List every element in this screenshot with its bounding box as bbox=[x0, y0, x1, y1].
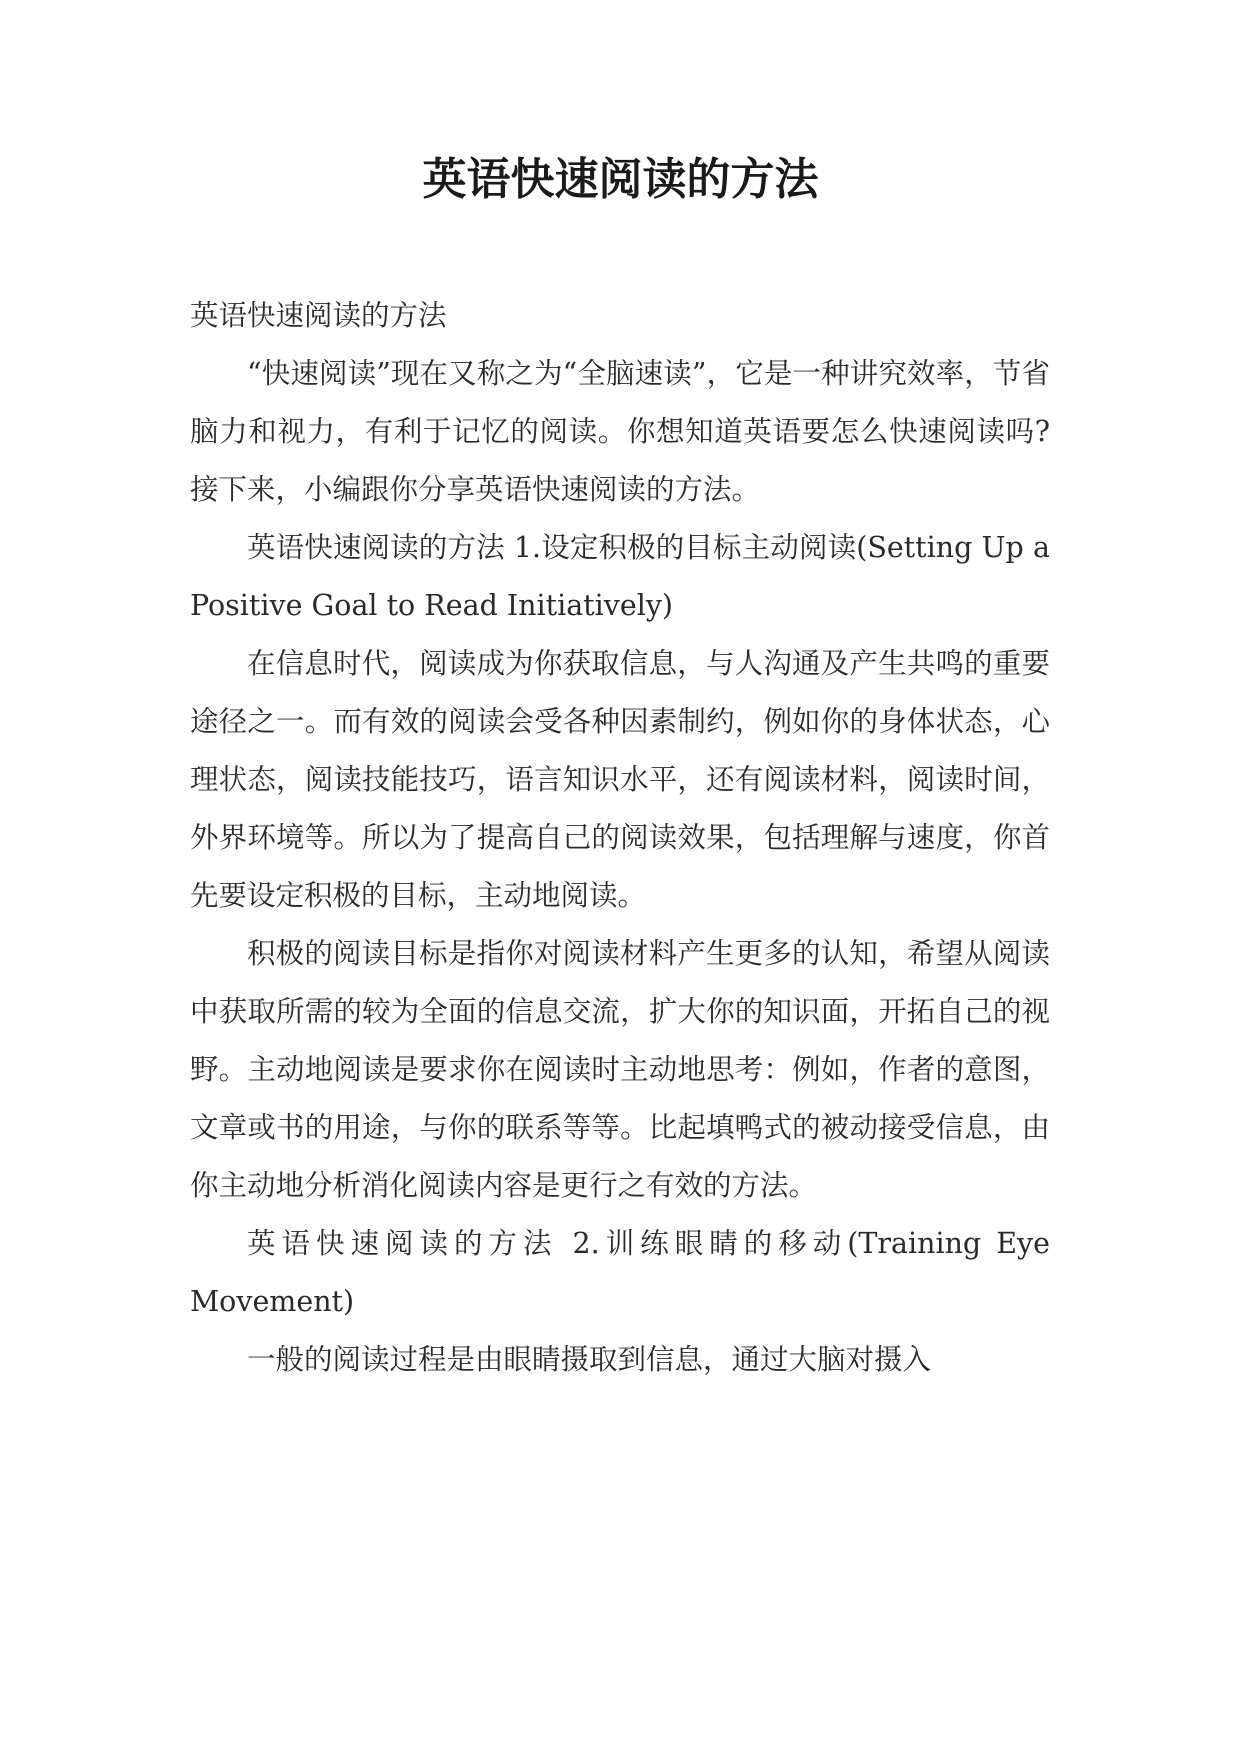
document-body bbox=[190, 287, 1050, 1389]
paragraph-information-age: 在信息时代，阅读成为你获取信息，与人沟通及产生共鸣的重要途径之一。而有效的阅读会受各种因素制约，例如你的身体状态，心理状态，阅读技能技巧，语言知识水平，还有阅读材料，阅读时间，外界环境等。所以为了提高自己的阅读效果，包括理解与速度，你首先要设定积极的目标，主动地阅读。 bbox=[190, 647, 1050, 912]
document-title: 英语快速阅读的方法 bbox=[422, 154, 819, 205]
paragraph-positive-goal: 积极的阅读目标是指你对阅读材料产生更多的认知，希望从阅读中获取所需的较为全面的信息交流，扩大你的知识面，开拓自己的视野。主动地阅读是要求你在阅读时主动地思考：例如，作者的意图，文章或书的用途，与你的联系等等。比起填鸭式的被动接受信息，由你主动地分析消化阅读内容是更行之有效的方法。 bbox=[190, 937, 1050, 1202]
paragraph-intro: “快速阅读”现在又称之为“全脑速读”，它是一种讲究效率，节省脑力和视力，有利于记忆的阅读。你想知道英语要怎么快速阅读吗?接下来，小编跟你分享英语快速阅读的方法。 bbox=[190, 357, 1050, 506]
paragraph-method-2-heading: 英语快速阅读的方法 2.训练眼睛的移动(Training Eye Movement) bbox=[190, 1227, 1050, 1318]
paragraph-subtitle: 英语快速阅读的方法 bbox=[190, 299, 447, 332]
paragraph-method-1-heading: 英语快速阅读的方法 1.设定积极的目标主动阅读(Setting Up a Positive Goal to Read Initiatively) bbox=[190, 531, 1050, 622]
paragraph-reading-process: 一般的阅读过程是由眼睛摄取到信息，通过大脑对摄入 bbox=[247, 1343, 932, 1376]
